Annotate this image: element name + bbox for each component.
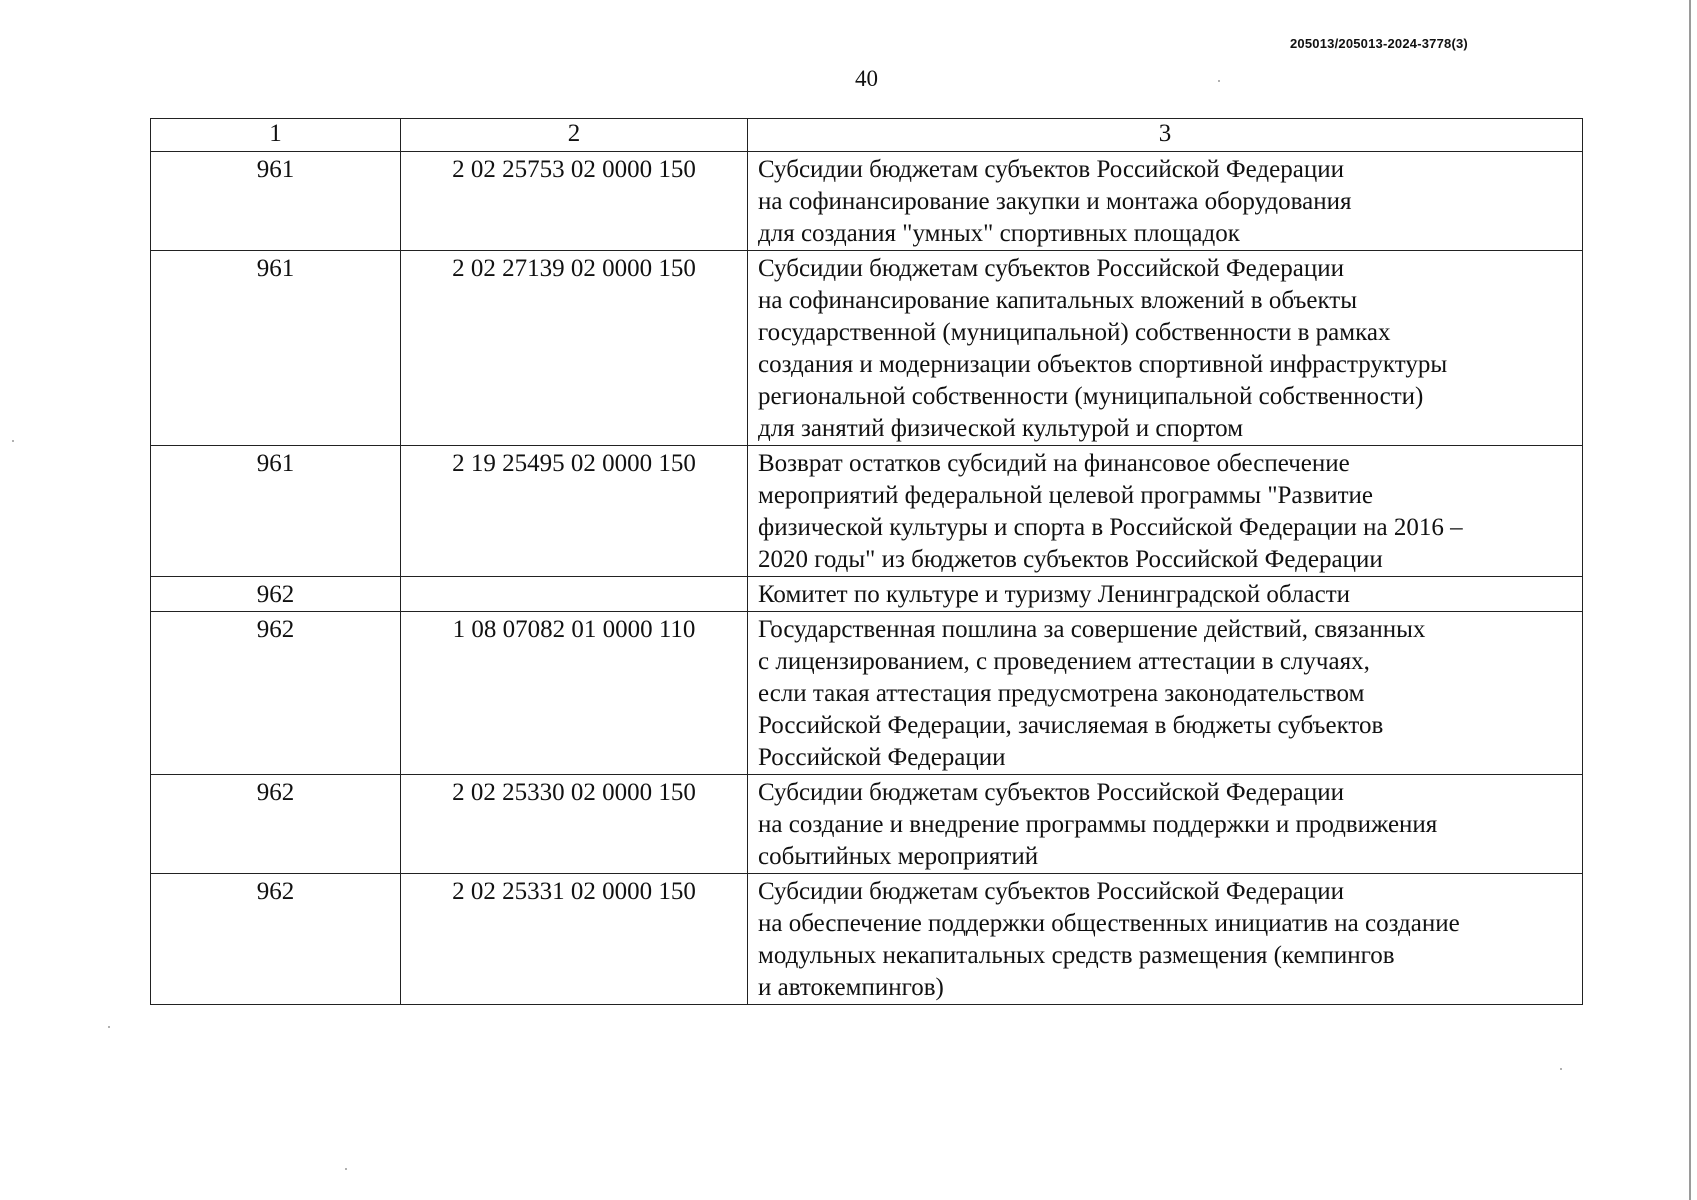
description-cell <box>748 577 1583 612</box>
admin-code-cell: 962 <box>151 874 401 1005</box>
description-line: Субсидии бюджетам субъектов Российской Федерации <box>758 779 1344 806</box>
column-header-1: 1 <box>151 119 401 152</box>
page-number: 40 <box>855 66 878 91</box>
description-cell <box>748 612 1583 775</box>
description-line: Субсидии бюджетам субъектов Российской Федерации <box>758 255 1344 282</box>
revenue-code-cell: 2 19 25495 02 0000 150 <box>401 446 748 577</box>
description-cell <box>748 251 1583 446</box>
admin-code-cell: 961 <box>151 152 401 251</box>
document-id: 205013/205013-2024-3778(3) <box>1290 36 1468 51</box>
description-line: создания и модернизации объектов спортивной инфраструктуры <box>758 351 1448 378</box>
description-cell <box>748 874 1583 1005</box>
description-line: с лицензированием, с проведением аттестации в случаях, <box>758 648 1370 675</box>
description-line: для занятий физической культурой и спортом <box>758 415 1244 442</box>
scan-speck <box>1560 1068 1562 1070</box>
admin-code-cell: 962 <box>151 612 401 775</box>
description-line: мероприятий федеральной целевой программы "Развитие <box>758 482 1373 509</box>
description-line: физической культуры и спорта в Российской Федерации на 2016 – <box>758 514 1463 541</box>
revenue-code-cell: 1 08 07082 01 0000 110 <box>401 612 748 775</box>
description-line: на софинансирование капитальных вложений в объекты <box>758 287 1358 314</box>
description-line: Субсидии бюджетам субъектов Российской Федерации <box>758 156 1344 183</box>
revenue-code-cell <box>401 577 748 612</box>
table-row <box>151 577 1583 612</box>
table-header-row <box>151 119 1583 152</box>
admin-code-cell: 961 <box>151 251 401 446</box>
description-line: событийных мероприятий <box>758 843 1039 870</box>
revenue-code-cell: 2 02 25331 02 0000 150 <box>401 874 748 1005</box>
description-cell <box>748 446 1583 577</box>
description-line: на софинансирование закупки и монтажа оборудования <box>758 188 1352 215</box>
column-header-3: 3 <box>748 119 1583 152</box>
table-row <box>151 612 1583 775</box>
table-row <box>151 874 1583 1005</box>
description-line: Субсидии бюджетам субъектов Российской Федерации <box>758 878 1344 905</box>
description-line: государственной (муниципальной) собственности в рамках <box>758 319 1391 346</box>
description-line: 2020 годы" из бюджетов субъектов Российской Федерации <box>758 546 1383 573</box>
description-cell <box>748 775 1583 874</box>
description-line: Комитет по культуре и туризму Ленинградской области <box>758 581 1350 608</box>
revenue-codes-table <box>150 118 1583 1005</box>
scan-speck <box>1218 80 1220 82</box>
description-line: для создания "умных" спортивных площадок <box>758 220 1240 247</box>
scan-speck <box>12 440 14 442</box>
description-line: Возврат остатков субсидий на финансовое обеспечение <box>758 450 1350 477</box>
scan-speck <box>345 1168 347 1170</box>
description-line: на обеспечение поддержки общественных инициатив на создание <box>758 910 1460 937</box>
revenue-code-cell: 2 02 25330 02 0000 150 <box>401 775 748 874</box>
description-line: Российской Федерации, зачисляемая в бюджеты субъектов <box>758 712 1384 739</box>
scan-edge-line <box>1689 0 1691 1200</box>
column-header-2: 2 <box>401 119 748 152</box>
description-line: модульных некапитальных средств размещения (кемпингов <box>758 942 1395 969</box>
description-line: региональной собственности (муниципальной собственности) <box>758 383 1424 410</box>
admin-code-cell: 961 <box>151 446 401 577</box>
revenue-code-cell: 2 02 25753 02 0000 150 <box>401 152 748 251</box>
admin-code-cell: 962 <box>151 775 401 874</box>
table-row <box>151 152 1583 251</box>
description-line: Государственная пошлина за совершение действий, связанных <box>758 616 1426 643</box>
table-row <box>151 446 1583 577</box>
description-line: если такая аттестация предусмотрена законодательством <box>758 680 1365 707</box>
admin-code-cell: 962 <box>151 577 401 612</box>
description-line: и автокемпингов) <box>758 974 944 1001</box>
revenue-code-cell: 2 02 27139 02 0000 150 <box>401 251 748 446</box>
scan-speck <box>108 1026 110 1028</box>
description-line: Российской Федерации <box>758 744 1006 771</box>
table-row <box>151 775 1583 874</box>
table-row <box>151 251 1583 446</box>
description-line: на создание и внедрение программы поддержки и продвижения <box>758 811 1438 838</box>
description-cell <box>748 152 1583 251</box>
